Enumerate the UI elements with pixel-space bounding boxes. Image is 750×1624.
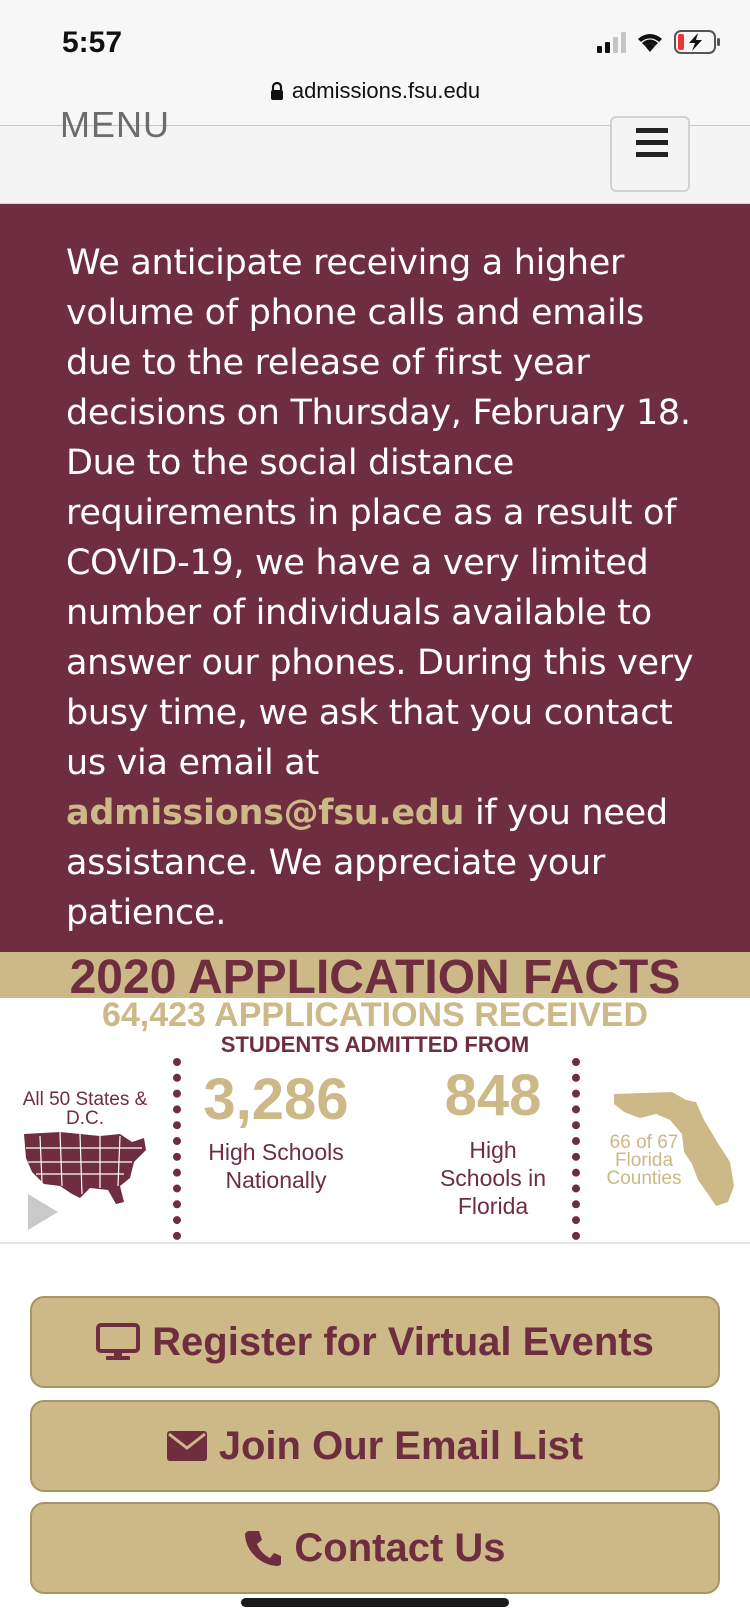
site-header bbox=[0, 104, 750, 204]
register-virtual-events-label: Register for Virtual Events bbox=[152, 1319, 654, 1364]
wifi-icon bbox=[636, 31, 664, 53]
all-states-label: All 50 States & D.C. bbox=[22, 1089, 148, 1129]
divider-left bbox=[173, 1058, 181, 1240]
national-schools-label: High Schools Nationally bbox=[208, 1139, 344, 1193]
lock-icon bbox=[270, 80, 284, 106]
florida-schools-count: 848 bbox=[444, 1063, 542, 1128]
florida-counties-label: 66 of 67 Florida Counties bbox=[606, 1132, 682, 1189]
status-time: 5:57 bbox=[62, 26, 123, 59]
contact-us-button[interactable] bbox=[30, 1502, 720, 1594]
students-admitted-from: STUDENTS ADMITTED FROM bbox=[220, 1032, 530, 1057]
url-text: admissions.fsu.edu bbox=[291, 78, 481, 103]
register-virtual-events-button[interactable] bbox=[30, 1296, 720, 1388]
home-indicator[interactable] bbox=[241, 1598, 509, 1607]
contact-us-label: Contact Us bbox=[294, 1525, 506, 1570]
cellular-signal-icon bbox=[597, 31, 626, 53]
play-icon[interactable] bbox=[24, 1192, 60, 1232]
notice-text-after: if you need assistance. We appreciate your patience. bbox=[66, 793, 668, 933]
national-schools-count: 3,286 bbox=[203, 1067, 349, 1132]
admissions-email-link[interactable]: admissions@fsu.edu bbox=[66, 793, 465, 833]
applications-received: 64,423 APPLICATIONS RECEIVED bbox=[101, 996, 649, 1034]
battery-charging-icon bbox=[674, 30, 722, 54]
phone-icon bbox=[244, 1529, 282, 1567]
application-facts-graphic[interactable] bbox=[0, 952, 750, 1244]
join-email-list-button[interactable] bbox=[30, 1400, 720, 1492]
desktop-icon bbox=[96, 1323, 140, 1361]
menu-label[interactable]: MENU bbox=[60, 104, 170, 145]
divider-right bbox=[572, 1058, 580, 1240]
status-icons bbox=[597, 30, 722, 54]
address-bar[interactable] bbox=[0, 78, 750, 106]
notice-text-before: We anticipate receiving a higher volume of phone calls and emails due to the release of first year decisions on Thursday, February 18. Due to the social distance requirements in place as a result of COVID-19, we have a very limited number of individuals available to answer our phones. During this very busy time, we ask that you contact us via email at bbox=[66, 243, 694, 783]
envelope-icon bbox=[167, 1431, 207, 1461]
hamburger-menu-button[interactable] bbox=[610, 116, 690, 192]
facts-title: 2020 APPLICATION FACTS bbox=[69, 951, 681, 1004]
join-email-list-label: Join Our Email List bbox=[218, 1423, 584, 1468]
notice-text bbox=[66, 238, 706, 938]
florida-schools-label: High Schools in Florida bbox=[439, 1137, 547, 1219]
covid-notice bbox=[0, 204, 750, 952]
